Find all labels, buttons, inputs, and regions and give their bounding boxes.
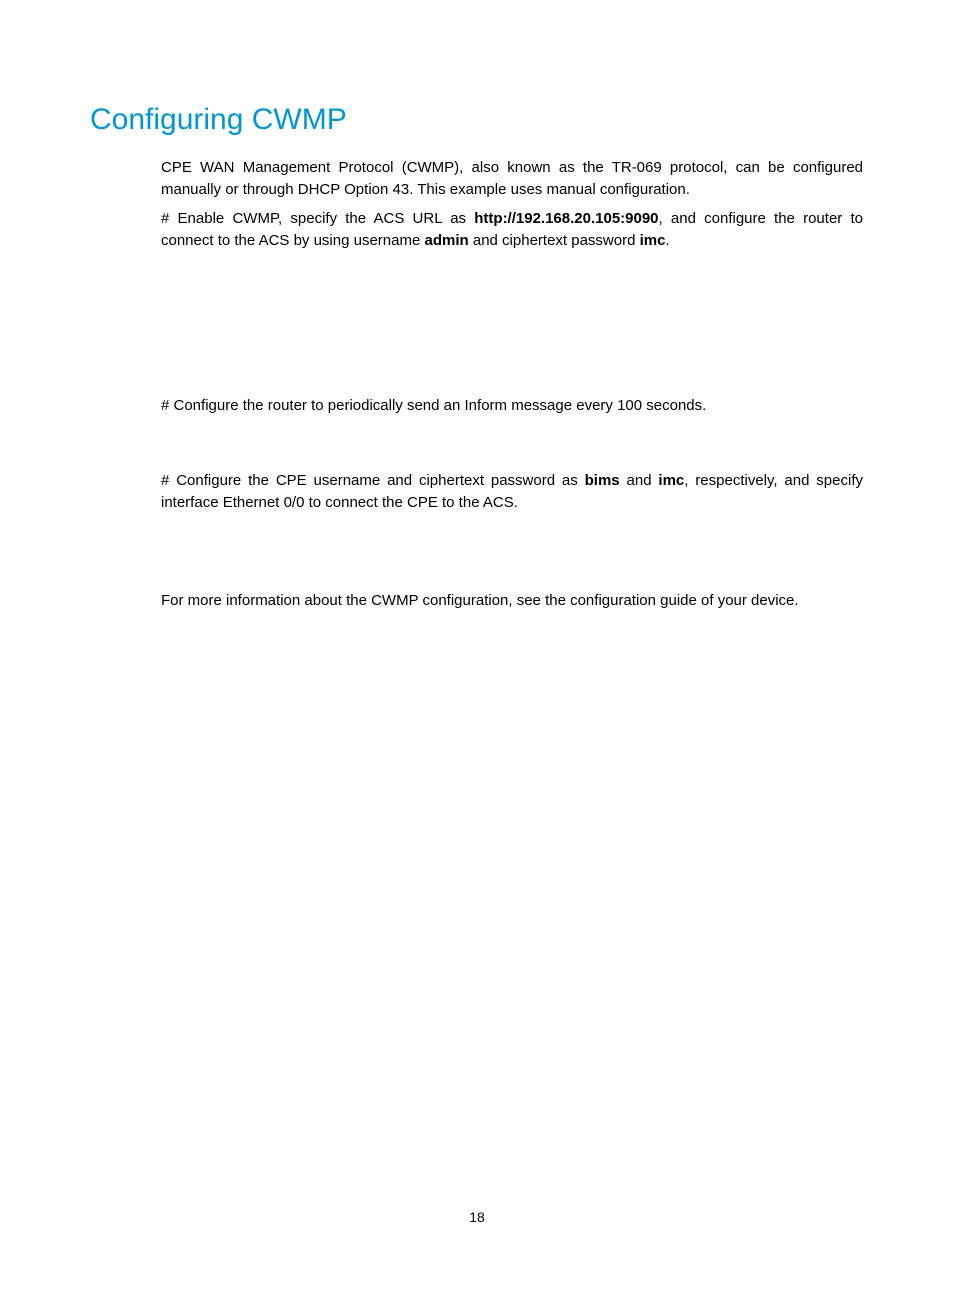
cpe-middle-text: and xyxy=(619,472,659,489)
more-info-paragraph: For more information about the CWMP configuration, see the configuration guide of your device. xyxy=(161,592,799,609)
cpe-credentials-paragraph xyxy=(161,470,863,514)
cpe-username-text: bims xyxy=(584,472,620,489)
enable-middle-text: , and configure the router to connect to the ACS by using username xyxy=(161,210,863,249)
enable-cwmp-paragraph xyxy=(161,208,863,252)
intro-paragraph: CPE WAN Management Protocol (CWMP), also known as the TR-069 protocol, can be configured manually or through DHCP Option 43. This example uses manual configuration. xyxy=(161,159,863,198)
acs-url-text: http://192.168.20.105:9090 xyxy=(474,210,659,227)
cpe-suffix-text: , respectively, and specify interface Ethernet 0/0 to connect the CPE to the ACS. xyxy=(161,472,863,511)
cpe-password-text: imc xyxy=(658,472,685,489)
inform-paragraph: # Configure the router to periodically send an Inform message every 100 seconds. xyxy=(161,397,707,414)
enable-prefix-text: # Enable CWMP, specify the ACS URL as xyxy=(161,210,475,227)
enable-suffix-text: . xyxy=(665,232,670,249)
page-title: Configuring CWMP xyxy=(90,103,347,136)
acs-password-text: imc xyxy=(639,232,666,249)
acs-username-text: admin xyxy=(424,232,469,249)
page-number: 18 xyxy=(469,1209,485,1225)
cpe-prefix-text: # Configure the CPE username and ciphertext password as xyxy=(161,472,585,489)
enable-middle2-text: and ciphertext password xyxy=(468,232,640,249)
